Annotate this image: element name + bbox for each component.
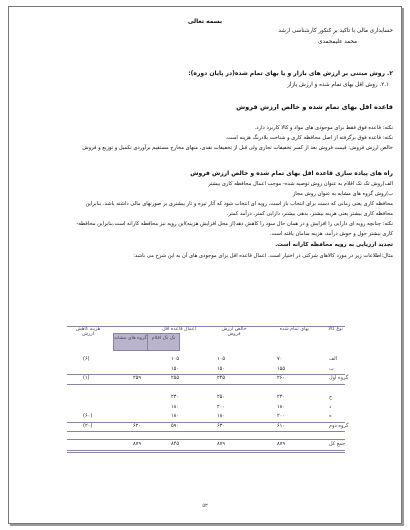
conservatism-note-cont: کاری بیشتر حول و حوش درآمد، هزینه سامان یافته است. bbox=[269, 231, 393, 237]
note-1: نکته: قاعده فوق فقط برای موجودی های مواد و کالا کاربرد دارد. bbox=[254, 125, 393, 131]
subheader-by-item-box bbox=[147, 333, 180, 351]
method-b: ب)روش گروه های مشابه به عنوان روش مجاز bbox=[292, 191, 393, 197]
methods-title: راه های پیاده سازی قاعده اقل بهای تمام شده و خالص ارزش فروش bbox=[190, 170, 393, 177]
cell-nrv: ۲۰۰ bbox=[217, 403, 226, 410]
conservatism-1: محافظه کاری یعنی زمانی که دست برای انتخاب باز است، رویه ای انتخاب شود که آثار تیره و تار بیشتری بر صورتهای مالی داشته باشد. بنابراین bbox=[85, 201, 393, 207]
cell-cost: ۲۳۰ bbox=[277, 394, 286, 400]
total-item: ۸۴۵ bbox=[171, 441, 180, 447]
header-nrv: خالص ارزش فروش bbox=[221, 327, 247, 337]
cell-cost: ۱۸۰ bbox=[277, 403, 286, 410]
cell-cost: ۱۵۵ bbox=[277, 365, 286, 372]
header-item-type: نوع کالا bbox=[328, 327, 343, 332]
cell-nrv: ۱۵۰ bbox=[217, 365, 226, 372]
cell-nrv: ۱۸۰ bbox=[217, 413, 226, 419]
group-rule bbox=[67, 374, 345, 375]
method-a: الف)روش تک تک اقلام به عنوان روش توصیه شده- موجب اعمال محافظه کاری بیشتر bbox=[208, 181, 393, 187]
cell-item: ۱۵۰ bbox=[171, 365, 180, 372]
cell-label: گروه اول bbox=[329, 375, 349, 381]
cell-label: ب bbox=[329, 365, 334, 372]
cell-label: گروه دوم bbox=[329, 422, 349, 429]
cell-cost: ۶۱۰ bbox=[277, 422, 286, 429]
cell-item: ۲۵۵ bbox=[171, 375, 180, 381]
cell-item: ۱۸۰ bbox=[171, 413, 180, 419]
cell-cost: ۲۰۰ bbox=[277, 413, 286, 419]
total-rule-bottom bbox=[67, 450, 345, 451]
header-cost: بهای تمام شده bbox=[279, 327, 309, 332]
cell-cost: ۷۰ bbox=[277, 356, 283, 362]
total-rule-top bbox=[67, 439, 345, 440]
subheader-by-group: گروه های مشابه bbox=[114, 336, 147, 341]
total-nrv: ۸۷۹ bbox=[217, 441, 226, 447]
cell-label: د bbox=[329, 403, 332, 410]
header-lcm: اعمال قاعده اقل bbox=[162, 327, 196, 332]
lcm-table bbox=[67, 326, 349, 450]
cell-nrv: ۲۴۵ bbox=[217, 375, 226, 381]
cell-group: ۶۲۰ bbox=[133, 422, 142, 429]
rule-title: قاعده اقل بهای تمام شده و خالص ارزش فروش bbox=[236, 103, 393, 111]
bismillah: بسمه تعالی bbox=[187, 18, 223, 25]
cell-label: ه bbox=[329, 413, 332, 419]
section-heading: ۲. روش مبتنی بر ارزش های بازار و یا بهای تمام شده(در پایان دوره): bbox=[188, 70, 393, 77]
conservatism-2: محافظه کاری بیشتر یعنی هزینه بیشتر، بدهی بیشتر، دارایی کمتر، درآمد کمتر. bbox=[226, 211, 393, 217]
group-rule bbox=[67, 422, 345, 423]
example-intro: مثال:اطلاعات زیر در مورد کالاهای شرکتی در اختیار است. اعمال قاعده اقل برای موجودی های آن به این شرح می باشد: bbox=[133, 253, 393, 259]
note-3: خالص ارزش فروش: قیمت فروش بعد از کسر تخفیفات تجاری ولی قبل از تخفیفات نقدی، منهای مخارج مستقیم برآوردی تکمیل و توزیع و فروش bbox=[82, 145, 393, 151]
page-number: ۵۳ bbox=[202, 503, 208, 509]
cell-label: الف bbox=[329, 356, 338, 362]
cell-item: ۲۳۰ bbox=[171, 394, 180, 400]
header-loss: هزینه کاهش ارزش bbox=[75, 327, 101, 337]
cell-item: ۵۹۰ bbox=[171, 422, 180, 429]
total-rule-double bbox=[67, 452, 345, 453]
cell-group: ۲۵۹ bbox=[133, 375, 142, 381]
subheader-by-item: تک تک اقلام bbox=[151, 336, 176, 341]
cell-loss: (۱) bbox=[83, 375, 90, 381]
cell-label: ج bbox=[329, 394, 333, 400]
header-line-2: محمد علیمحمدی bbox=[318, 39, 357, 45]
cell-cost: ۲۶۰ bbox=[277, 375, 286, 381]
total-label: جمع کل bbox=[329, 441, 346, 447]
cell-loss: (۶) bbox=[83, 356, 90, 362]
cell-item: ۱۸۰ bbox=[171, 403, 180, 410]
document-page bbox=[8, 6, 402, 524]
revaluation-note: تجدید ارزیابی به رویه محافظه کارانه است. bbox=[275, 242, 393, 248]
cell-loss: (۶۰) bbox=[83, 413, 93, 419]
section-subheading: ۲.۱. روش اقل بهای تمام شده و ارزش بازار bbox=[287, 82, 389, 88]
group-rule bbox=[67, 431, 345, 432]
cell-item: ۱۰۵ bbox=[171, 356, 180, 362]
subheader-by-group-box bbox=[113, 333, 148, 351]
group-rule bbox=[67, 384, 345, 385]
note-2: نکته: قاعده فوق برگرفته از اصل محافظه کاری و شناخت بلادرنگ هزینه است. bbox=[225, 135, 393, 141]
total-group: ۸۷۹ bbox=[133, 441, 142, 447]
cell-nrv: ۱۰۵ bbox=[217, 356, 226, 362]
total-cost: ۸۷۹ bbox=[277, 441, 286, 447]
conservatism-note: نکته: چنانچه رویه ای دارایی را افزایش و در همان حال سود را کاهش دهد(از محل افزایش هزینه)این رویه نیز محافظه کارانه است.بنابراین محافظه- bbox=[76, 221, 393, 227]
cell-nrv: ۶۳۰ bbox=[217, 422, 226, 429]
cell-loss: (۲۰) bbox=[83, 422, 93, 429]
header-line-1: حسابداری مالی با تاکید بر کنکور کارشناسی ارشد bbox=[278, 28, 393, 34]
cell-nrv: ۲۵۰ bbox=[217, 394, 226, 400]
